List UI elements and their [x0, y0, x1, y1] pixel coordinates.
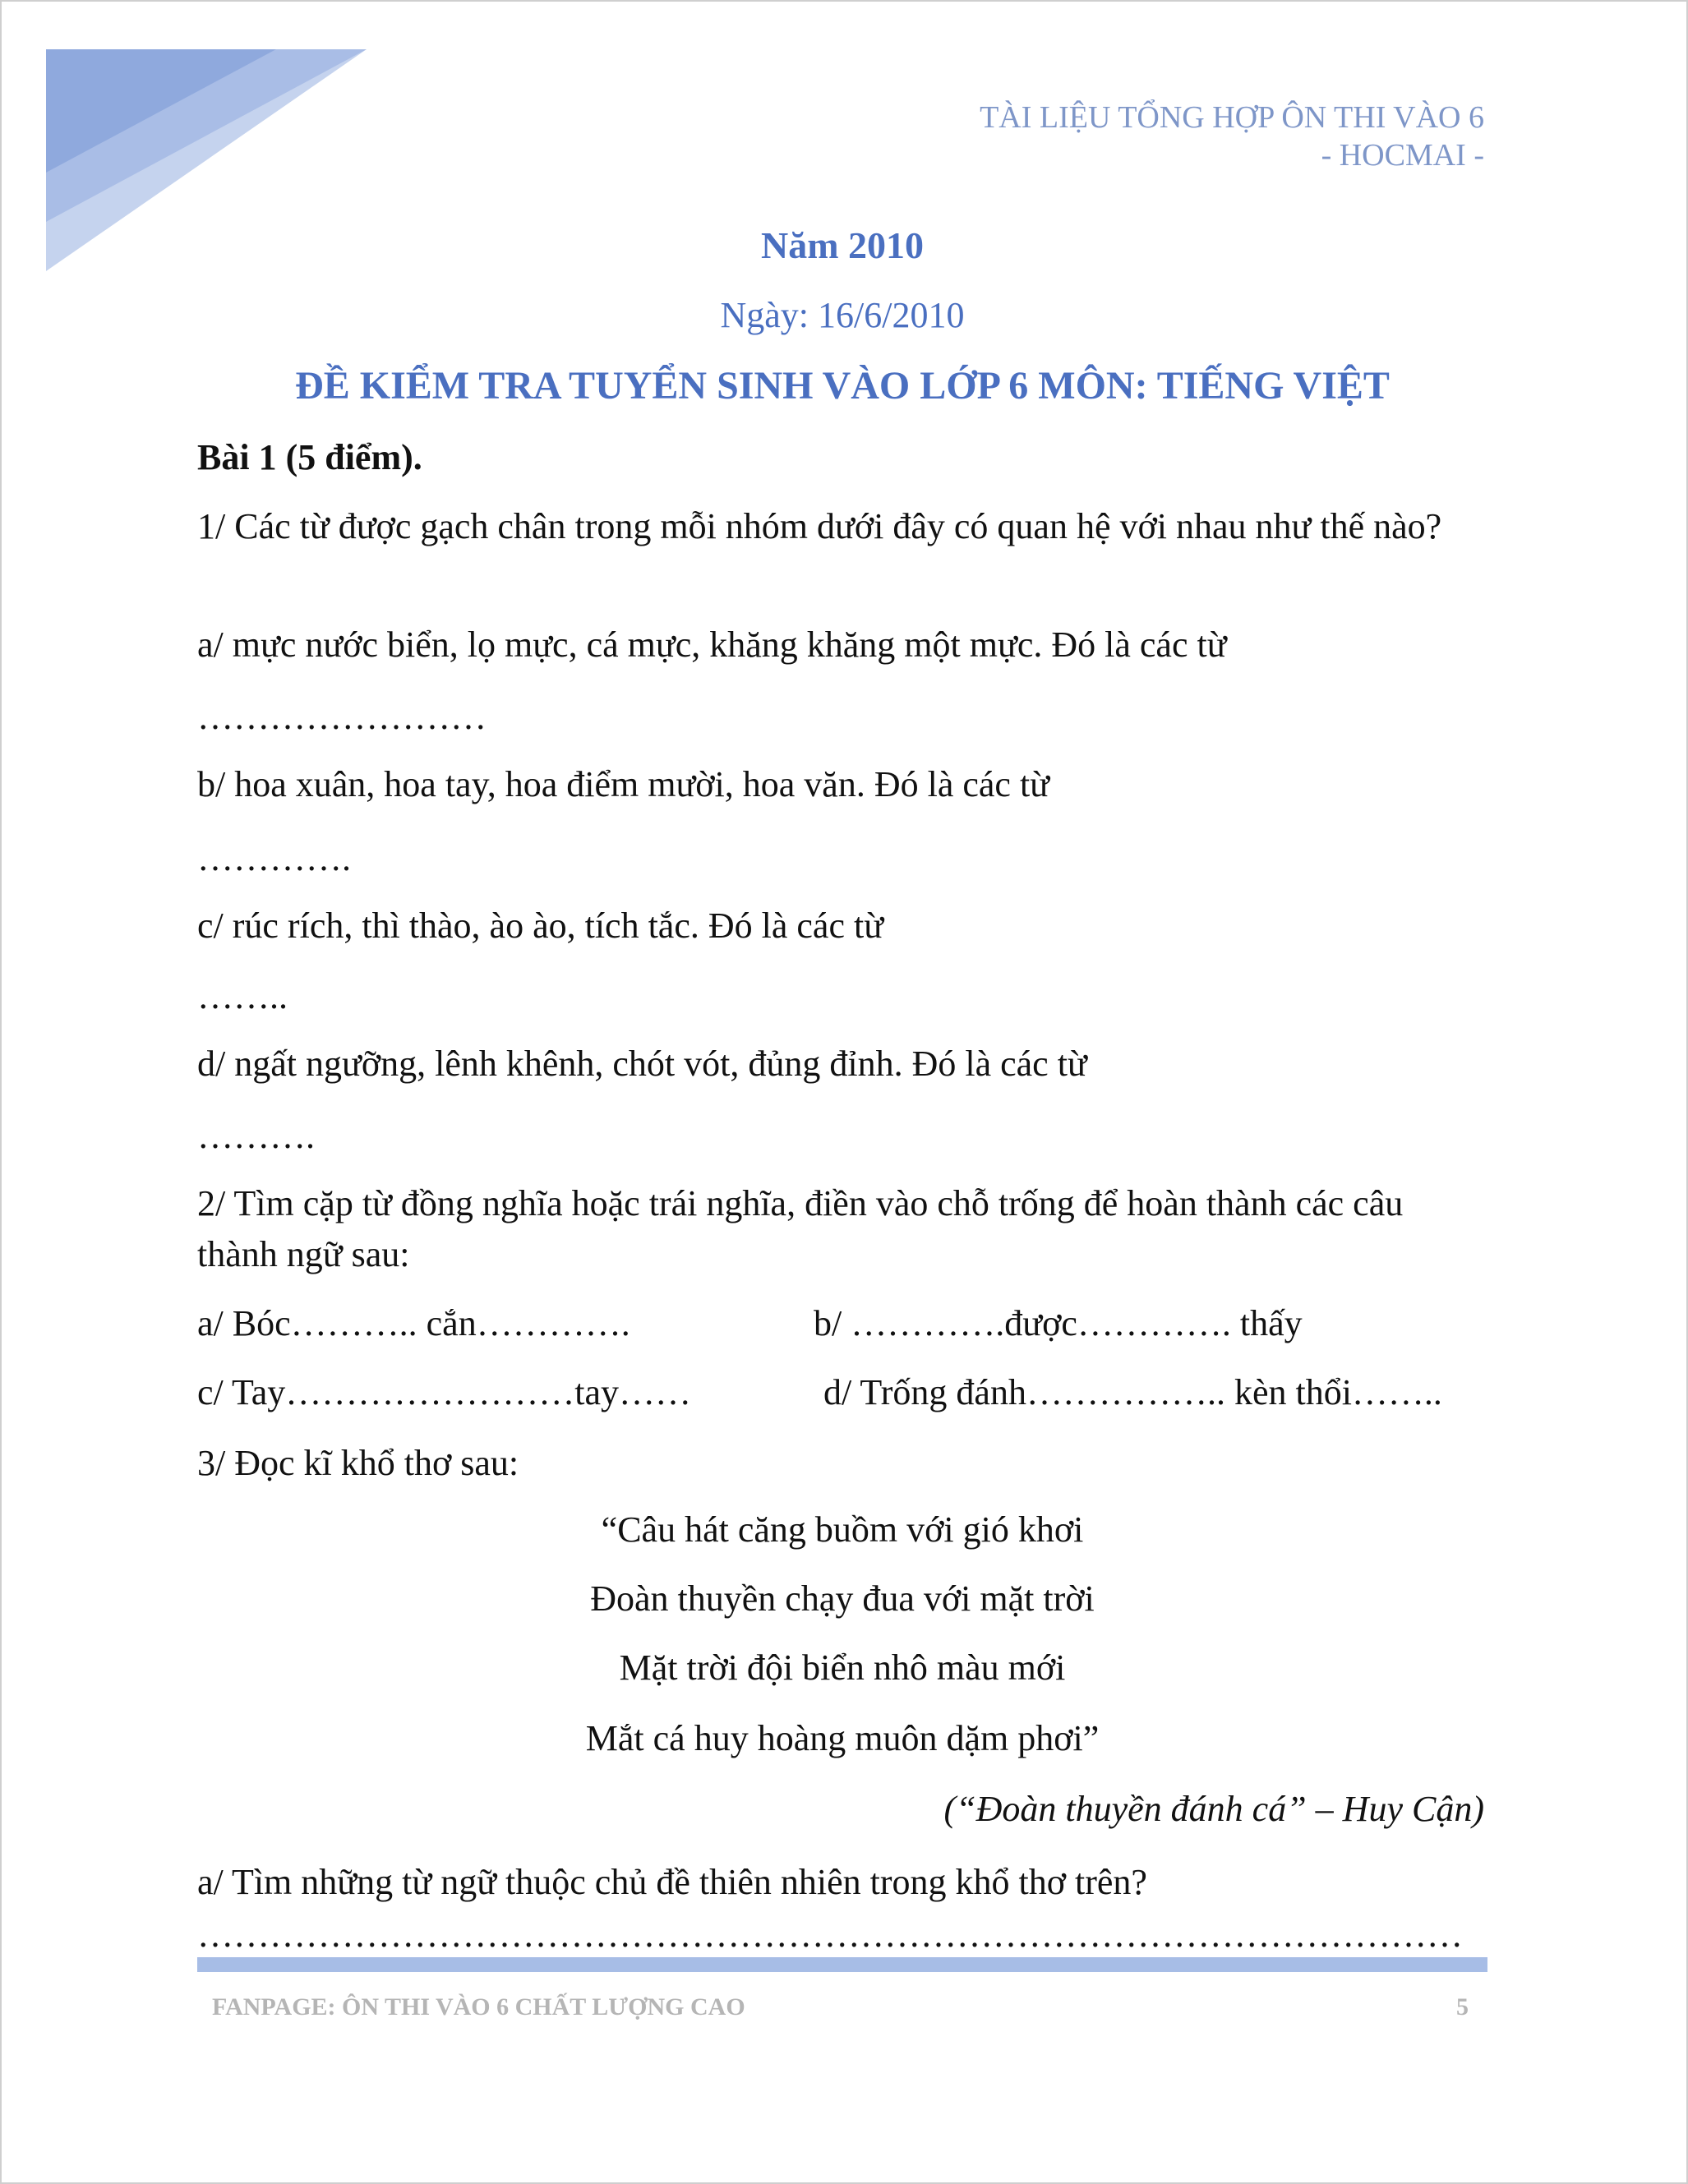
question-1b: b/ hoa xuân, hoa tay, hoa điểm mười, hoa văn. Đó là các từ [197, 764, 1050, 804]
question-2-intro: 2/ Tìm cặp từ đồng nghĩa hoặc trái nghĩa, điền vào chỗ trống để hoàn thành các câu thành ngữ sau: [197, 1183, 1404, 1274]
poem-line: Mắt cá huy hoàng muôn dặm phơi” [585, 1718, 1100, 1758]
question-2c: c/ Tay……………………tay…… [197, 1372, 692, 1412]
question-2b: b/ ………….được…………. thấy [814, 1303, 1303, 1343]
question-3a: a/ Tìm những từ ngữ thuộc chủ đề thiên nhiên trong khổ thơ trên? [197, 1862, 1147, 1902]
question-1c: c/ rúc rích, thì thào, ào ào, tích tắc. Đó là các từ [197, 905, 884, 946]
question-1-intro: 1/ Các từ được gạch chân trong mỗi nhóm dưới đây có quan hệ với nhau như thế nào? [197, 506, 1442, 546]
question-2a: a/ Bóc……….. cắn…………. [197, 1303, 630, 1343]
question-3a-blank: …………………………………………………………………………………………… [197, 1914, 1463, 1955]
question-1a-blank: …………………… [197, 697, 487, 737]
question-1d-blank: ………. [197, 1116, 315, 1156]
exam-year: Năm 2010 [760, 224, 925, 266]
poem-line: Mặt trời đội biển nhô màu mới [619, 1647, 1066, 1688]
page-number: 5 [1456, 1993, 1469, 2020]
exam-title: ĐỀ KIỂM TRA TUYỂN SINH VÀO LỚP 6 MÔN: TIẾNG VIỆT [295, 364, 1390, 408]
footer-rule [197, 1957, 1487, 1972]
poem-source: (“Đoàn thuyền đánh cá” – Huy Cận) [943, 1789, 1484, 1829]
footer-fanpage: FANPAGE: ÔN THI VÀO 6 CHẤT LƯỢNG CAO [212, 1993, 745, 2020]
question-1d: d/ ngất ngưỡng, lênh khênh, chót vót, đủng đỉnh. Đó là các từ [197, 1044, 1087, 1084]
question-1b-blank: …………. [197, 838, 351, 878]
question-1a: a/ mực nước biển, lọ mực, cá mực, khăng khăng một mực. Đó là các từ [197, 624, 1227, 665]
question-1c-blank: …….. [197, 976, 288, 1016]
question-3-intro: 3/ Đọc kĩ khổ thơ sau: [197, 1443, 519, 1483]
question-2d: d/ Trống đánh…………….. kèn thổi…….. [823, 1372, 1442, 1412]
document-header [980, 99, 1484, 174]
poem-line: Đoàn thuyền chạy đua với mặt trời [590, 1578, 1095, 1619]
header-line-2: - HOCMAI - [1321, 138, 1484, 173]
header-line-1: TÀI LIỆU TỔNG HỢP ÔN THI VÀO 6 [980, 100, 1484, 135]
poem-line: “Câu hát căng buồm với gió khơi [601, 1509, 1084, 1550]
section-title: Bài 1 (5 điểm). [197, 437, 422, 477]
exam-date: Ngày: 16/6/2010 [720, 295, 965, 335]
